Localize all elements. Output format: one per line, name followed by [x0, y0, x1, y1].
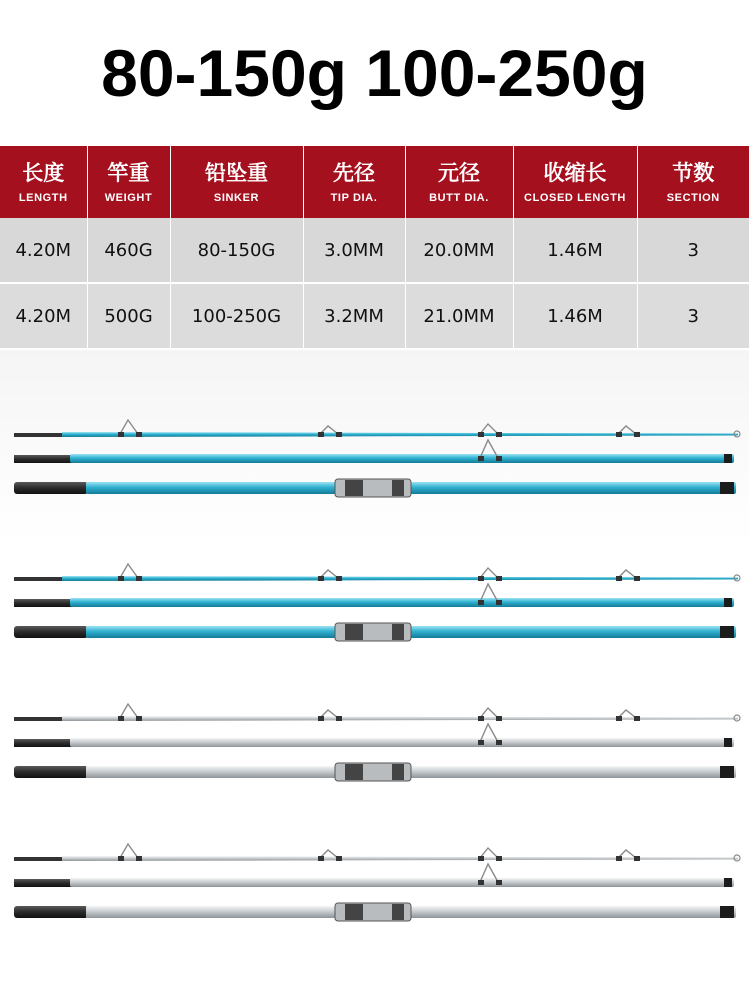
rod-butt-grip	[14, 906, 88, 918]
rod-middle-section	[70, 738, 734, 747]
header-sinker	[170, 146, 303, 218]
rod-butt-grip	[14, 482, 88, 494]
line-guide-icon	[120, 420, 138, 434]
line-guide-icon	[120, 564, 138, 578]
header-closed-length-zh: 收缩长	[543, 161, 607, 185]
rod-middle-grip	[14, 879, 72, 887]
header-weight-zh: 竿重	[107, 161, 150, 185]
rod-tip-grip	[14, 433, 64, 437]
rod-butt-grip	[14, 766, 88, 778]
header-length-zh: 长度	[22, 161, 65, 185]
cell-section: 3	[637, 283, 749, 349]
header-sinker-en: SINKER	[213, 192, 260, 204]
rod-tip-grip	[14, 857, 64, 861]
line-guide-icon	[120, 844, 138, 858]
header-tip-dia-en: TIP DIA.	[330, 192, 378, 204]
header-closed-length	[513, 146, 637, 218]
header-section-en: SECTION	[666, 192, 720, 204]
cell-weight: 460G	[87, 218, 170, 283]
rod-middle-grip	[14, 739, 72, 747]
cell-butt-dia: 21.0MM	[405, 283, 513, 349]
cell-closed-length: 1.46M	[513, 218, 637, 283]
cell-length: 4.20M	[0, 283, 87, 349]
header-sinker-zh: 铅坠重	[205, 161, 268, 185]
header-butt-dia-zh: 元径	[438, 161, 480, 185]
cell-closed-length: 1.46M	[513, 283, 637, 349]
header-closed-length-en: CLOSED LENGTH	[524, 192, 626, 204]
table-row	[0, 218, 749, 283]
cell-weight: 500G	[87, 283, 170, 349]
line-guide-icon	[120, 704, 138, 718]
rod-butt-grip	[14, 626, 88, 638]
header-butt-dia	[405, 146, 513, 218]
rod-middle-section	[70, 598, 734, 607]
header-weight	[87, 146, 170, 218]
rod-middle-section	[70, 454, 734, 463]
rod-product-photo	[0, 350, 749, 996]
rod-illustration	[0, 350, 749, 996]
header-tip-dia-zh: 先径	[333, 161, 375, 185]
cell-section: 3	[637, 218, 749, 283]
rod-middle-section	[70, 878, 734, 887]
header-section	[637, 146, 749, 218]
spec-table-header-row	[0, 146, 749, 218]
table-row	[0, 283, 749, 349]
header-butt-dia-en: BUTT DIA.	[429, 192, 489, 204]
cell-length: 4.20M	[0, 218, 87, 283]
cell-tip-dia: 3.2MM	[303, 283, 405, 349]
page-title: 80-150g 100-250g	[101, 36, 648, 110]
header-length	[0, 146, 87, 218]
header-tip-dia	[303, 146, 405, 218]
rod-tip-grip	[14, 717, 64, 721]
rod-middle-grip	[14, 455, 72, 463]
cell-butt-dia: 20.0MM	[405, 218, 513, 283]
cell-sinker: 100-250G	[170, 283, 303, 349]
spec-table	[0, 146, 749, 350]
header-weight-en: WEIGHT	[104, 192, 153, 204]
header-length-en: LENGTH	[18, 192, 68, 204]
cell-sinker: 80-150G	[170, 218, 303, 283]
rod-tip-grip	[14, 577, 64, 581]
header-section-zh: 节数	[672, 161, 715, 185]
rod-middle-grip	[14, 599, 72, 607]
cell-tip-dia: 3.0MM	[303, 218, 405, 283]
